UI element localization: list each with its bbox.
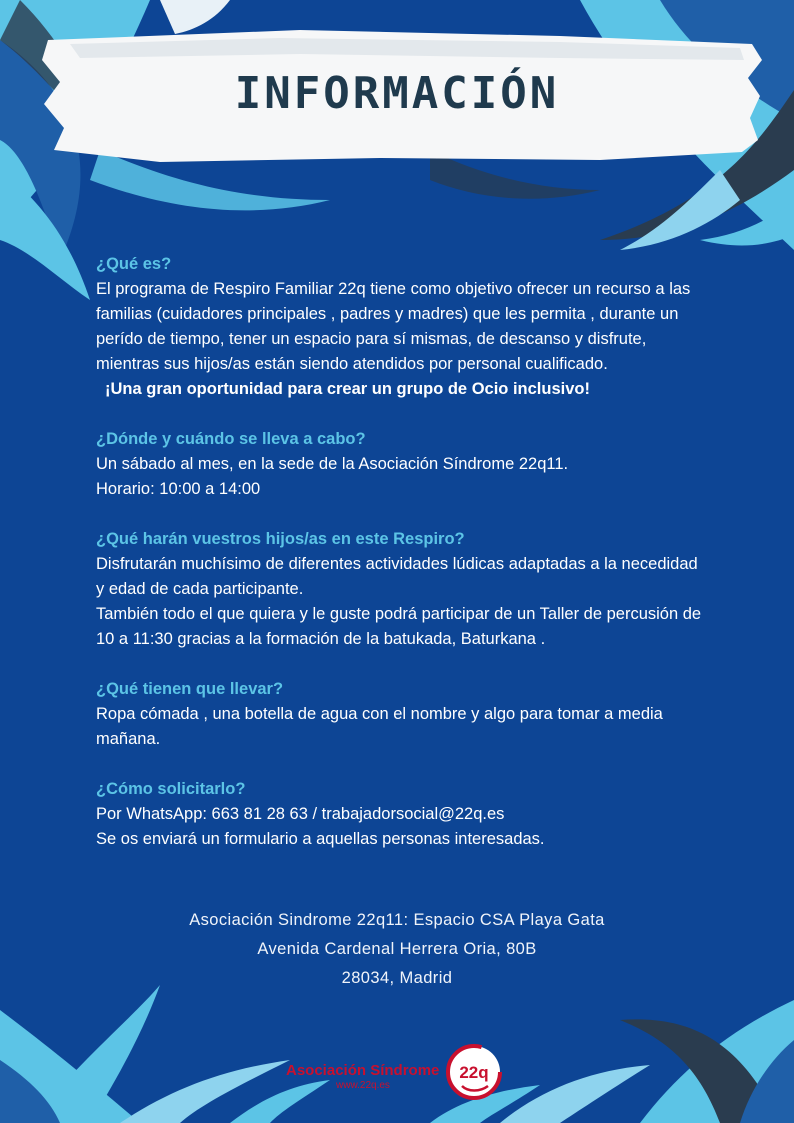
address-line: Avenida Cardenal Herrera Oria, 80B	[257, 940, 537, 958]
info-content	[96, 252, 706, 877]
association-logo	[284, 1042, 524, 1102]
logo-url: www.22q.es	[336, 1080, 390, 1091]
section-heading: ¿Qué harán vuestros hijos/as en este Respiro?	[96, 530, 465, 548]
logo-mark-text: 22q	[459, 1063, 489, 1082]
section-paragraph: También todo el que quiera y le guste podrá participar de un Taller de percusión de 10 a 11:30 gracias a la formación de la batukada, Baturkana .	[96, 605, 702, 648]
section-que-es	[96, 252, 706, 402]
logo-mark-icon	[444, 1042, 510, 1102]
logo-name: Asociación Síndrome	[286, 1062, 440, 1079]
section-paragraph: Disfrutarán muchísimo de diferentes actividades lúdicas adaptadas a la necedidad y edad de cada participante.	[96, 555, 698, 598]
section-paragraph: Por WhatsApp: 663 81 28 63 / trabajadorsocial@22q.es	[96, 805, 505, 823]
section-actividades	[96, 527, 706, 652]
section-paragraph: Un sábado al mes, en la sede de la Asociación Síndrome 22q11.	[96, 455, 569, 473]
highlight-text: ¡Una gran oportunidad para crear un grupo de Ocio inclusivo!	[105, 380, 590, 398]
address-line: Asociación Sindrome 22q11: Espacio CSA Playa Gata	[189, 911, 605, 929]
section-donde-cuando	[96, 427, 706, 502]
section-paragraph: Se os enviará un formulario a aquellas personas interesadas.	[96, 830, 545, 848]
section-paragraph: Horario: 10:00 a 14:00	[96, 480, 261, 498]
address-line: 28034, Madrid	[341, 969, 453, 987]
section-paragraph: Ropa cómada , una botella de agua con el nombre y algo para tomar a media mañana.	[96, 705, 663, 748]
section-heading: ¿Qué tienen que llevar?	[96, 680, 284, 698]
section-heading: ¿Dónde y cuándo se lleva a cabo?	[96, 430, 366, 448]
page-title: INFORMACIÓN	[234, 68, 560, 119]
section-heading: ¿Cómo solicitarlo?	[96, 780, 246, 798]
section-paragraph: El programa de Respiro Familiar 22q tiene como objetivo ofrecer un recurso a las familias (cuidadores principales , padres y madres) que les permita , durante un perído de tiempo, tener un espacio para sí mismas, de descanso y disfrute, mientras sus hijos/as están siendo atendidos por personal cualificado.	[96, 280, 691, 373]
section-que-llevar	[96, 677, 706, 752]
address-block	[0, 906, 794, 993]
section-heading: ¿Qué es?	[96, 255, 172, 273]
section-como-solicitarlo	[96, 777, 706, 852]
